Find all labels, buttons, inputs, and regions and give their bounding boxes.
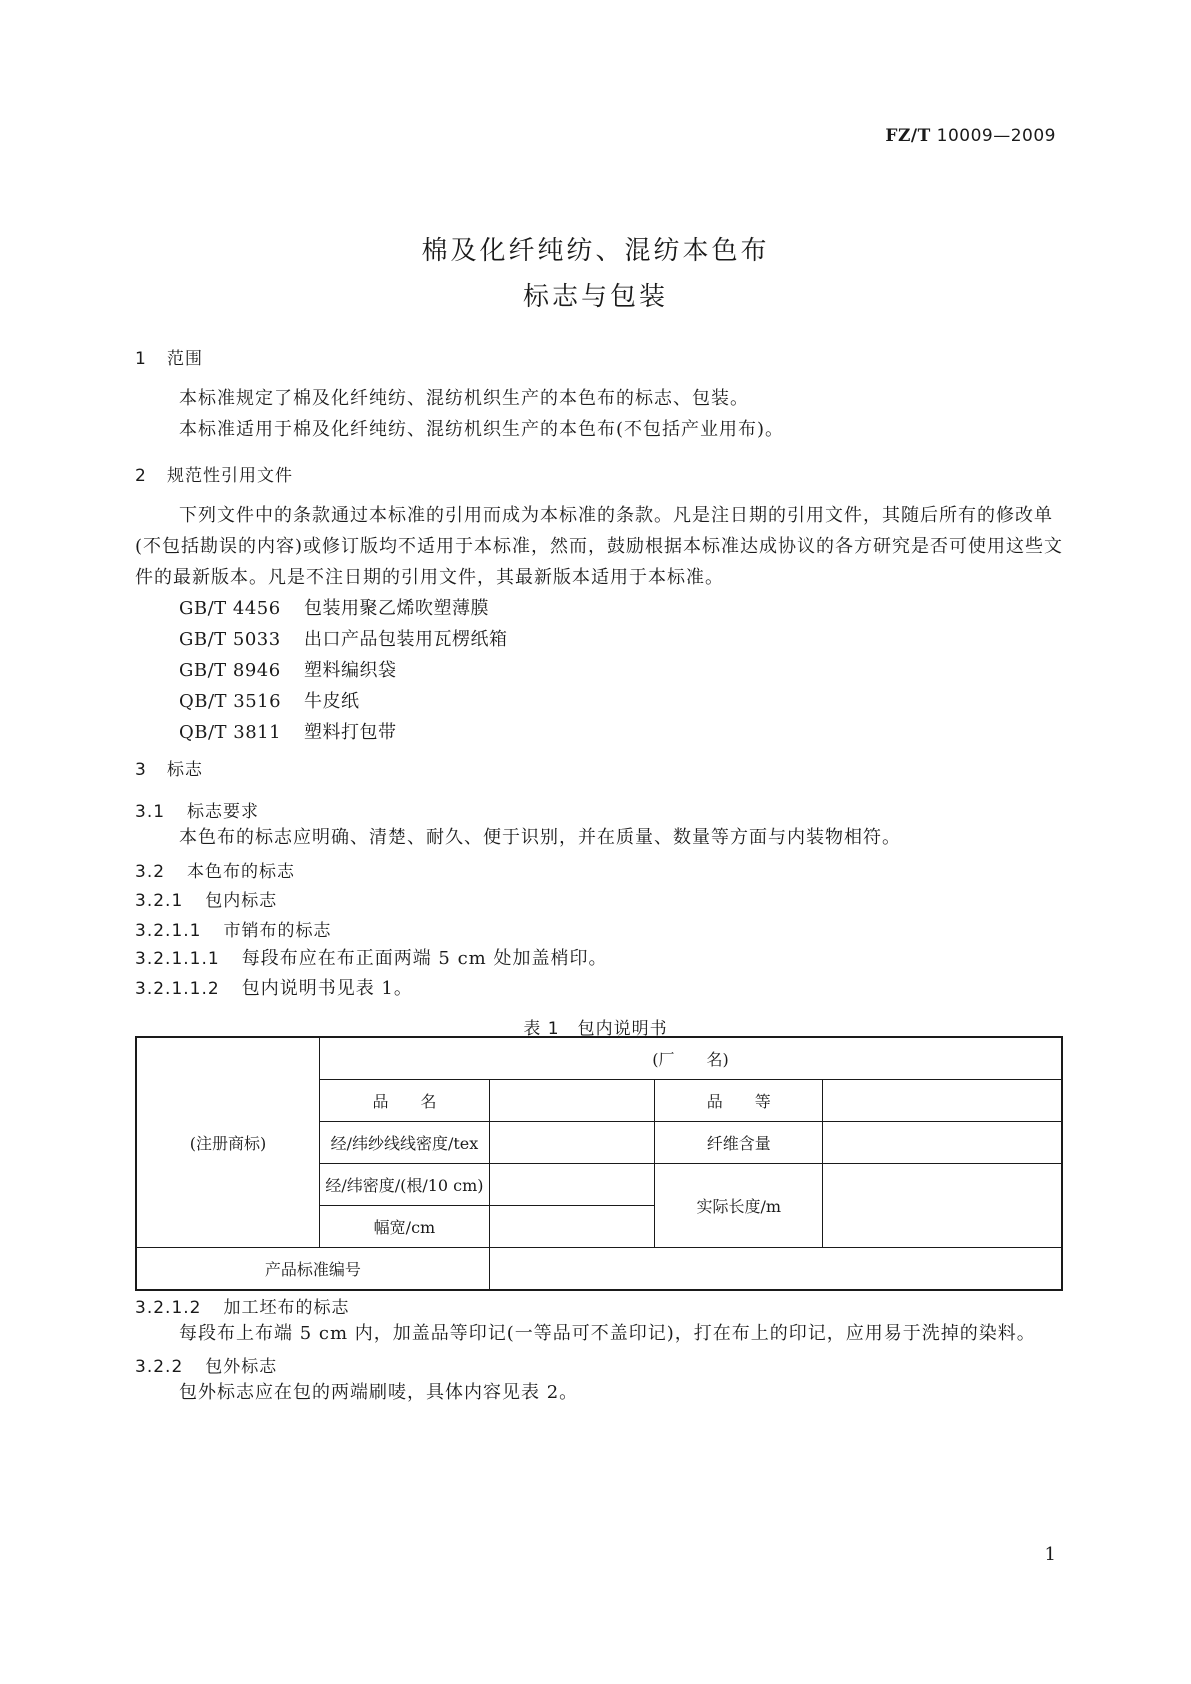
yarn-density-value [489,1122,655,1164]
reference-item: QB/T 3811 塑料打包带 [179,722,397,743]
section-3-2-1-heading: 3.2.1 包内标志 [135,891,278,911]
actual-length-value [823,1164,1062,1248]
section-1-para-2: 本标准适用于棉及化纤纯纺、混纺机织生产的本色布(不包括产业用布)。 [179,419,785,440]
section-3-2-heading: 3.2 本色布的标志 [135,862,296,882]
reference-item: GB/T 4456 包装用聚乙烯吹塑薄膜 [179,598,489,619]
table-1 [135,1036,1063,1291]
fiber-content-value [823,1122,1062,1164]
standard-code [885,126,1056,146]
section-3-2-1-2-text: 每段布上布端 5 cm 内，加盖品等印记(一等品可不盖印记)，打在布上的印记，应用易于洗掉的染料。 [179,1323,1036,1344]
section-2-para: 下列文件中的条款通过本标准的引用而成为本标准的条款。凡是注日期的引用文件，其随后所有的修改单(不包括勘误的内容)或修订版均不适用于本标准，然而，鼓励根据本标准达成协议的各方研究是否可使用这些文件的最新版本。凡是不注日期的引用文件，其最新版本适用于本标准。 [135,505,1064,588]
section-2-heading: 2 规范性引用文件 [135,466,293,486]
section-3-2-1-2-heading: 3.2.1.2 加工坯布的标志 [135,1298,350,1318]
actual-length-label: 实际长度/m [655,1164,823,1248]
table-1-caption: 表 1 包内说明书 [523,1019,668,1039]
standard-no-label: 产品标准编号 [136,1248,489,1291]
warp-weft-density-value [489,1164,655,1206]
warp-weft-density-label: 经/纬密度/(根/10 cm) [320,1164,490,1206]
grade-value [823,1080,1062,1122]
reference-item: GB/T 8946 塑料编织袋 [179,660,397,681]
section-3-2-2-text: 包外标志应在包的两端刷唛，具体内容见表 2。 [179,1382,579,1403]
factory-name-cell: (厂 名) [320,1037,1062,1080]
grade-label: 品 等 [655,1080,823,1122]
section-1-heading: 1 范围 [135,349,203,369]
product-name-value [489,1080,655,1122]
section-1-body [135,383,1065,445]
section-3-2-1-1-heading: 3.2.1.1 市销布的标志 [135,921,332,941]
section-3-1-text: 本色布的标志应明确、清楚、耐久、便于识别，并在质量、数量等方面与内装物相符。 [179,827,901,848]
standard-no-value [489,1248,1062,1291]
document-title-line2: 标志与包装 [522,282,668,312]
fiber-content-label: 纤维含量 [655,1122,823,1164]
section-3-2-1-1-1: 3.2.1.1.1 每段布应在布正面两端 5 cm 处加盖梢印。 [135,948,608,969]
width-value [489,1206,655,1248]
page-number: 1 [1044,1544,1056,1565]
standard-prefix: FZ/T [885,126,931,146]
trademark-cell: (注册商标) [136,1037,320,1248]
standard-number: 10009—2009 [936,126,1056,146]
reference-item: GB/T 5033 出口产品包装用瓦楞纸箱 [179,629,508,650]
section-3-1-heading: 3.1 标志要求 [135,802,260,822]
product-name-label: 品 名 [320,1080,490,1122]
yarn-density-label: 经/纬纱线线密度/tex [320,1122,490,1164]
section-3-2-2-heading: 3.2.2 包外标志 [135,1357,278,1377]
section-3-heading: 3 标志 [135,760,203,780]
section-3-2-1-1-2: 3.2.1.1.2 包内说明书见表 1。 [135,978,413,999]
section-2-body [135,500,1065,748]
width-label: 幅宽/cm [320,1206,490,1248]
reference-item: QB/T 3516 牛皮纸 [179,691,360,712]
document-title-line1: 棉及化纤纯纺、混纺本色布 [421,236,770,266]
section-1-para-1: 本标准规定了棉及化纤纯纺、混纺机织生产的本色布的标志、包装。 [179,388,749,409]
